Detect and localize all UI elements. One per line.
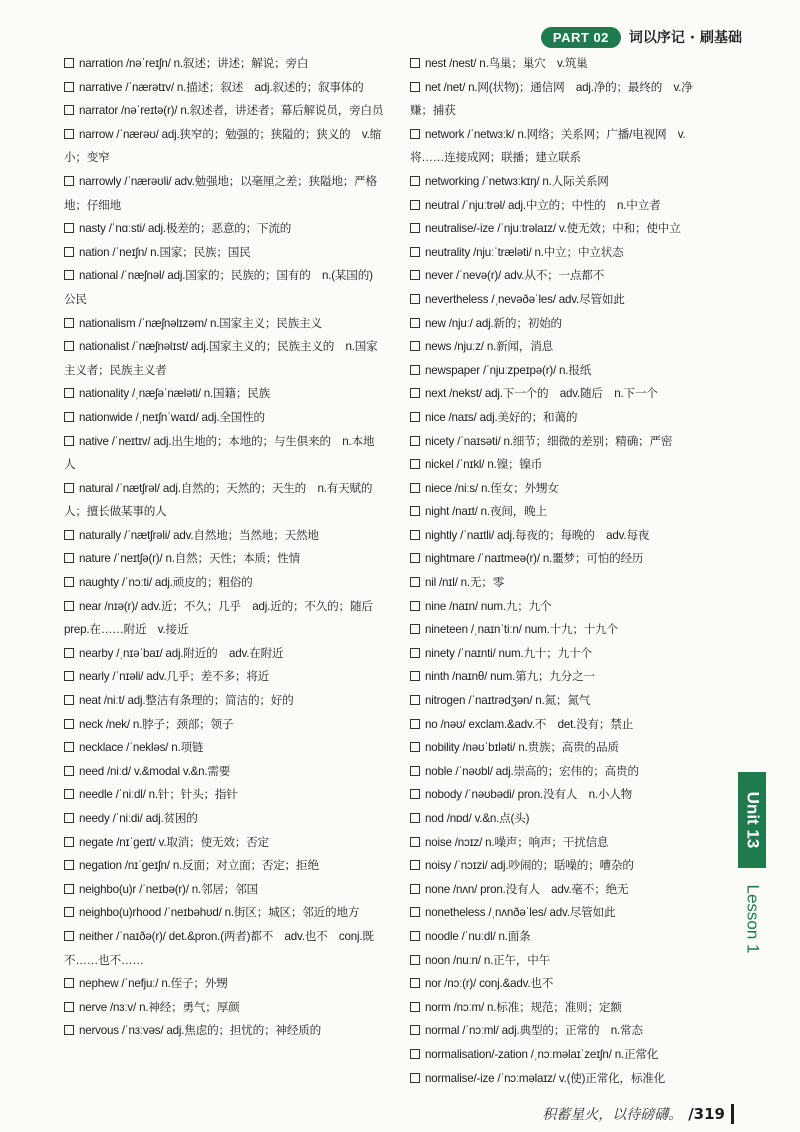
vocab-entry [64,1019,384,1043]
entry-text: necklace /ˈnekləs/ n.项链 [79,741,204,755]
entry-text: nerve /nɜːv/ n.神经；勇气；厚颜 [79,1000,240,1014]
entry-text: nationalism /ˈnæʃnəlɪzəm/ n.国家主义；民族主义 [79,316,322,330]
vocab-entry [410,123,702,170]
checkbox-icon[interactable] [64,860,74,870]
checkbox-icon[interactable] [410,860,420,870]
entry-text: negate /nɪˈɡeɪt/ v.取消；使无效；否定 [79,835,269,849]
entry-text: never /ˈnevə(r)/ adv.从不；一点都不 [425,269,605,283]
checkbox-icon[interactable] [410,58,420,68]
entry-text: nearly /ˈnɪəli/ adv.几乎；差不多；将近 [79,670,270,684]
entry-text: near /nɪə(r)/ adv.近；不久；几乎 adj.近的；不久的；随后 prep.在……附近 v.接近 [64,599,385,637]
vocab-entry [410,1019,702,1043]
entry-text: noble /ˈnəʊbl/ adj.崇高的；宏伟的；高贵的 [425,764,639,778]
checkbox-icon[interactable] [410,742,420,752]
vocab-entry [410,831,702,855]
checkbox-icon[interactable] [410,671,420,681]
vocab-entry [410,783,702,807]
vocab-entry [64,264,384,311]
entry-text: national /ˈnæʃnəl/ adj.国家的；民族的；国有的 n.(某国的)公民 [64,269,373,306]
vocab-entry [410,996,702,1020]
entry-text: nice /naɪs/ adj.美好的；和蔼的 [425,410,578,424]
vocab-entry [410,689,702,713]
vocab-entry [410,500,702,524]
entry-text: need /niːd/ v.&modal v.&n.需要 [79,764,231,778]
vocab-entry [64,595,384,642]
vocab-entry [410,901,702,925]
vocab-entry [410,52,702,76]
page-number: /319 [688,1105,725,1123]
vocab-entry [410,335,702,359]
vocab-entry [64,925,384,972]
entry-text: noodle /ˈnuːdl/ n.面条 [425,929,531,943]
vocab-entry [410,736,702,760]
vocab-entry [410,949,702,973]
entry-text: nervous /ˈnɜːvəs/ adj.焦虑的；担忧的；神经质的 [79,1024,322,1038]
entry-text: native /ˈneɪtɪv/ adj.出生地的；本地的；与生俱来的 n.本地人 [64,434,375,472]
entry-text: none /nʌn/ pron.没有人 adv.毫不；绝无 [425,882,629,896]
vocab-entry [64,335,384,382]
entry-text: naturally /ˈnætʃrəli/ adv.自然地；当然地；天然地 [79,528,319,542]
checkbox-icon[interactable] [64,388,74,398]
unit-label: Unit 13 [743,791,762,849]
unit-label-box [738,772,766,868]
checkbox-icon[interactable] [64,813,74,823]
checkbox-icon[interactable] [410,388,420,398]
entry-text: ninth /naɪnθ/ num.第九；九分之一 [425,670,595,684]
checkbox-icon[interactable] [410,813,420,823]
entry-text: narrative /ˈnærətɪv/ n.描述；叙述 adj.叙述的；叙事体的 [79,80,364,94]
unit-side-tab [738,772,766,970]
entry-text: neutral /ˈnjuːtrəl/ adj.中立的；中性的 n.中立者 [425,198,661,212]
entry-text: narration /nəˈreɪʃn/ n.叙述；讲述；解说；旁白 [79,57,309,70]
lesson-label-box [738,868,766,970]
entry-text: neither /ˈnaɪðə(r)/ det.&pron.(两者)都不 adv.也不 conj.既不……也不…… [64,929,374,967]
vocab-entry [410,1043,702,1067]
entry-text: naughty /ˈnɔːti/ adj.顽皮的；粗俗的 [79,576,253,590]
vocab-entry [64,52,384,76]
entry-text: nationality /ˌnæʃəˈnæləti/ n.国籍；民族 [79,387,271,401]
entry-text: new /njuː/ adj.新的；初始的 [425,316,562,330]
checkbox-icon[interactable] [64,695,74,705]
checkbox-icon[interactable] [64,105,74,115]
vocab-entry [64,99,384,123]
entry-text: nineteen /ˌnaɪnˈtiːn/ num.十九；十九个 [425,623,618,637]
checkbox-icon[interactable] [410,648,420,658]
vocab-entry [410,359,702,383]
entry-text: neighbo(u)r /ˈneɪbə(r)/ n.邻居；邻国 [79,882,258,896]
entry-text: niece /niːs/ n.侄女；外甥女 [425,481,559,495]
vocab-entry [64,217,384,241]
checkbox-icon[interactable] [410,1025,420,1035]
vocab-entry [410,618,702,642]
checkbox-icon[interactable] [410,553,420,563]
checkbox-icon[interactable] [410,483,420,493]
entry-text: nephew /ˈnefjuː/ n.侄子；外甥 [79,977,228,991]
checkbox-icon[interactable] [64,247,74,257]
checkbox-icon[interactable] [410,365,420,375]
checkbox-icon[interactable] [410,200,420,210]
entry-text: net /net/ n.网(状物)；通信网 adj.净的；最终的 v.净赚；捕获 [410,80,693,118]
vocab-entry [64,831,384,855]
checkbox-icon[interactable] [64,223,74,233]
checkbox-icon[interactable] [410,1073,420,1083]
vocab-entry [64,807,384,831]
vocab-entry [64,406,384,430]
entry-text: noon /nuːn/ n.正午，中午 [425,953,551,967]
checkbox-icon[interactable] [410,82,420,92]
entry-text: nation /ˈneɪʃn/ n.国家；民族；国民 [79,245,251,259]
entry-text: network /ˈnetwɜːk/ n.网络；关系网；广播/电视网 v.将……连接成网；联播；建立联系 [410,127,686,165]
checkbox-icon[interactable] [64,82,74,92]
checkbox-icon[interactable] [410,341,420,351]
checkbox-icon[interactable] [410,176,420,186]
vocab-entry [410,642,702,666]
checkbox-icon[interactable] [64,530,74,540]
checkbox-icon[interactable] [64,270,74,280]
vocab-entry [410,972,702,996]
entry-text: noisy /ˈnɔɪzi/ adj.吵闹的；聒噪的；嘈杂的 [425,859,634,873]
entry-text: needle /ˈniːdl/ n.针；针头；指针 [79,788,238,802]
entry-text: networking /ˈnetwɜːkɪŋ/ n.人际关系网 [425,174,609,188]
vocab-entry [410,571,702,595]
vocab-entry [64,713,384,737]
checkbox-icon[interactable] [410,506,420,516]
entry-text: nitrogen /ˈnaɪtrədʒən/ n.氮；氮气 [425,694,591,708]
vocab-entry [410,713,702,737]
vocab-entry [64,760,384,784]
vocab-entry [64,689,384,713]
entry-text: newspaper /ˈnjuːzpeɪpə(r)/ n.报纸 [425,363,592,377]
vocab-entry [64,996,384,1020]
vocab-entry [410,264,702,288]
checkbox-icon[interactable] [64,719,74,729]
checkbox-icon[interactable] [64,318,74,328]
vocab-entry [410,76,702,123]
entry-text: neck /nek/ n.脖子；颈部；领子 [79,717,234,731]
checkbox-icon[interactable] [410,931,420,941]
page-header [541,24,742,50]
vocab-entry [64,547,384,571]
vocab-entry [410,547,702,571]
checkbox-icon[interactable] [64,671,74,681]
footer-motto: 积蓄星火，以待磅礴。 [542,1107,683,1123]
vocab-entry [64,123,384,170]
entry-text: natural /ˈnætʃrəl/ adj.自然的；天然的；天生的 n.有天赋的人；擅长做某事的人 [64,481,373,519]
vocab-entry [410,453,702,477]
entry-text: negation /nɪˈɡeɪʃn/ n.反面；对立面；否定；拒绝 [79,859,319,873]
checkbox-icon[interactable] [64,483,74,493]
entry-text: normal /ˈnɔːml/ adj.典型的；正常的 n.常态 [425,1024,643,1038]
entry-text: normalisation/-zation /ˌnɔːməlaɪˈzeɪʃn/ n.正常化 [425,1047,659,1061]
vocab-entry [410,477,702,501]
entry-text: nonetheless /ˌnʌnðəˈles/ adv.尽管如此 [425,906,616,920]
vocab-entry [64,642,384,666]
entry-text: no /nəʊ/ exclam.&adv.不 det.没有；禁止 [425,717,634,731]
checkbox-icon[interactable] [64,553,74,563]
checkbox-icon[interactable] [410,837,420,847]
checkbox-icon[interactable] [410,412,420,422]
checkbox-icon[interactable] [410,1002,420,1012]
checkbox-icon[interactable] [410,459,420,469]
checkbox-icon[interactable] [64,907,74,917]
checkbox-icon[interactable] [410,789,420,799]
checkbox-icon[interactable] [64,601,74,611]
vocab-entry [64,736,384,760]
checkbox-icon[interactable] [64,1025,74,1035]
entry-text: nicety /ˈnaɪsəti/ n.细节；细微的差别；精确；严密 [425,434,673,448]
checkbox-icon[interactable] [64,341,74,351]
vocab-entry [410,524,702,548]
entry-text: nine /naɪn/ num.九；九个 [425,599,552,613]
entry-text: needy /ˈniːdi/ adj.贫困的 [79,812,198,825]
checkbox-icon[interactable] [410,1049,420,1059]
checkbox-icon[interactable] [410,884,420,894]
entry-text: neat /niːt/ adj.整洁有条理的；简洁的；好的 [79,694,294,708]
entry-text: nickel /ˈnɪkl/ n.镍；镍币 [425,458,543,472]
checkbox-icon[interactable] [64,789,74,799]
entry-text: news /njuːz/ n.新闻，消息 [425,340,554,354]
vocab-entry [410,854,702,878]
entry-text: nobody /ˈnəʊbədi/ pron.没有人 n.小人物 [425,788,633,802]
entry-text: norm /nɔːm/ n.标准；规范；准则；定额 [425,1000,622,1014]
entry-text: nationalist /ˈnæʃnəlɪst/ adj.国家主义的；民族主义的 n.国家主义者；民族主义者 [64,340,378,377]
vocab-entry [410,382,702,406]
entry-text: next /nekst/ adj.下一个的 adv.随后 n.下一个 [425,387,658,401]
checkbox-icon[interactable] [410,318,420,328]
checkbox-icon[interactable] [410,955,420,965]
page-footer [542,1104,734,1124]
vocab-entry [64,665,384,689]
entry-text: narrow /ˈnærəʊ/ adj.狭窄的；勉强的；狭隘的；狭义的 v.缩小；变窄 [64,127,381,165]
checkbox-icon[interactable] [410,530,420,540]
footer-bar [731,1104,734,1124]
lesson-label: Lesson 1 [743,884,762,954]
checkbox-icon[interactable] [410,577,420,587]
entry-text: normalise/-ize /ˈnɔːməlaɪz/ v.(使)正常化，标准化 [425,1071,666,1085]
left-column [64,52,384,1043]
entry-text: nightly /ˈnaɪtli/ adj.每夜的；每晚的 adv.每夜 [425,528,650,542]
vocab-entry [410,665,702,689]
entry-text: nationwide /ˌneɪʃnˈwaɪd/ adj.全国性的 [79,410,265,424]
vocab-entry [64,477,384,524]
checkbox-icon[interactable] [64,837,74,847]
vocab-entry [410,406,702,430]
vocab-entry [64,783,384,807]
vocab-entry [64,854,384,878]
checkbox-icon[interactable] [410,695,420,705]
part-badge: PART 02 [541,27,621,48]
checkbox-icon[interactable] [64,412,74,422]
entry-text: nature /ˈneɪtʃə(r)/ n.自然；天性；本质；性情 [79,552,301,566]
checkbox-icon[interactable] [410,436,420,446]
vocab-entry [410,595,702,619]
checkbox-icon[interactable] [64,1002,74,1012]
checkbox-icon[interactable] [64,577,74,587]
vocab-entry [64,430,384,477]
vocab-entry [64,524,384,548]
checkbox-icon[interactable] [410,270,420,280]
checkbox-icon[interactable] [64,766,74,776]
checkbox-icon[interactable] [410,766,420,776]
entry-text: nod /nɒd/ v.&n.点(头) [425,812,530,825]
vocab-entry [410,1067,702,1091]
checkbox-icon[interactable] [64,884,74,894]
entry-text: narrowly /ˈnærəʊli/ adv.勉强地；以毫厘之差；狭隘地；严格地；仔细地 [64,174,377,212]
checkbox-icon[interactable] [64,436,74,446]
checkbox-icon[interactable] [410,907,420,917]
checkbox-icon[interactable] [64,58,74,68]
vocab-entry [64,901,384,925]
entry-text: nil /nɪl/ n.无；零 [425,576,505,590]
vocab-entry [410,312,702,336]
checkbox-icon[interactable] [410,601,420,611]
vocab-entry [64,382,384,406]
checkbox-icon[interactable] [410,129,420,139]
vocab-entry [64,878,384,902]
vocab-entry [64,170,384,217]
entry-text: neutrality /njuːˈtræləti/ n.中立；中立状态 [425,245,624,259]
entry-text: nest /nest/ n.鸟巢；巢穴 v.筑巢 [425,57,588,70]
checkbox-icon[interactable] [410,223,420,233]
vocab-entry [410,925,702,949]
vocab-entry [64,312,384,336]
right-column [410,52,702,1090]
entry-text: night /naɪt/ n.夜间，晚上 [425,505,547,519]
checkbox-icon[interactable] [64,648,74,658]
vocab-entry [410,288,702,312]
vocab-entry [410,878,702,902]
vocab-entry [410,430,702,454]
vocab-entry [64,76,384,100]
vocab-entry [410,807,702,831]
entry-text: ninety /ˈnaɪnti/ num.九十；九十个 [425,646,592,660]
checkbox-icon[interactable] [410,247,420,257]
checkbox-icon[interactable] [410,978,420,988]
entry-text: narrator /nəˈreɪtə(r)/ n.叙述者，讲述者；幕后解说员，旁白员 [79,104,384,118]
checkbox-icon[interactable] [64,931,74,941]
checkbox-icon[interactable] [410,294,420,304]
checkbox-icon[interactable] [410,719,420,729]
entry-text: neighbo(u)rhood /ˈneɪbəhʊd/ n.街区；城区；邻近的地方 [79,906,360,920]
checkbox-icon[interactable] [64,978,74,988]
entry-text: nor /nɔː(r)/ conj.&adv.也不 [425,977,554,991]
entry-text: noise /nɔɪz/ n.噪声；响声；干扰信息 [425,835,609,849]
vocab-entry [410,170,702,194]
vocab-entry [64,241,384,265]
vocab-entry [410,241,702,265]
vocab-entry [410,194,702,218]
vocab-entry [410,760,702,784]
entry-text: nightmare /ˈnaɪtmeə(r)/ n.噩梦；可怕的经历 [425,552,644,566]
checkbox-icon[interactable] [64,176,74,186]
vocab-entry [410,217,702,241]
vocab-entry [64,571,384,595]
checkbox-icon[interactable] [410,624,420,634]
vocab-entry [64,972,384,996]
checkbox-icon[interactable] [64,129,74,139]
entry-text: nasty /ˈnɑːsti/ adj.极差的；恶意的；下流的 [79,222,292,236]
header-title: 词以序记 · 刷基础 [628,30,742,46]
entry-text: nevertheless /ˌnevəðəˈles/ adv.尽管如此 [425,292,625,306]
entry-text: nobility /nəʊˈbɪləti/ n.贵族；高贵的品质 [425,741,619,755]
entry-text: nearby /ˌnɪəˈbaɪ/ adj.附近的 adv.在附近 [79,646,284,660]
checkbox-icon[interactable] [64,742,74,752]
entry-text: neutralise/-ize /ˈnjuːtrəlaɪz/ v.使无效；中和；使中立 [425,222,681,236]
